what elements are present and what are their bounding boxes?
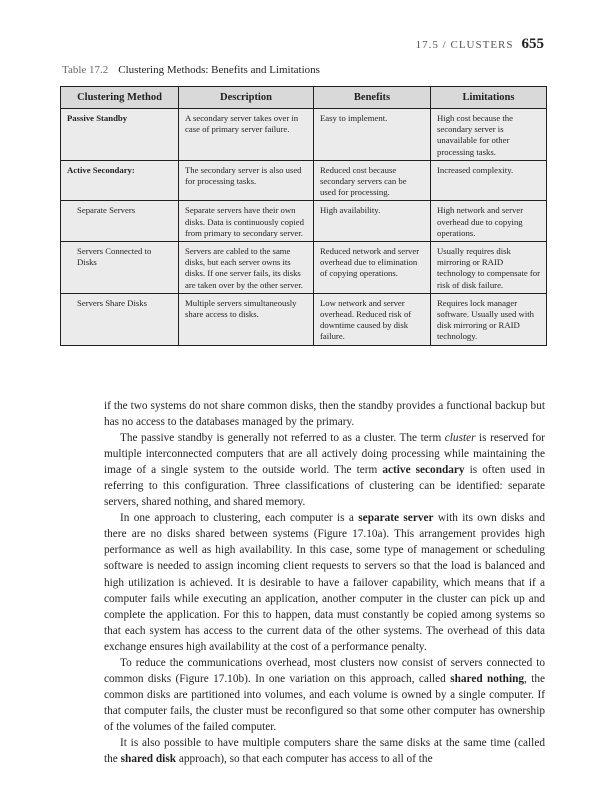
table-cell: The secondary server is also used for processing tasks. xyxy=(179,160,314,201)
term-shared-nothing: shared nothing xyxy=(450,672,525,685)
column-header: Benefits xyxy=(314,87,431,109)
table-cell: Separate Servers xyxy=(61,201,179,242)
table-cell: Passive Standby xyxy=(61,109,179,161)
section-title: 17.5 / CLUSTERS xyxy=(415,39,514,51)
table-cell: Increased complexity. xyxy=(431,160,547,201)
table-cell: High network and server overhead due to copying operations. xyxy=(431,201,547,242)
table-cell: Low network and server overhead. Reduced risk of downtime caused by disk failure. xyxy=(314,293,431,345)
table-cell: Servers are cabled to the same disks, but each server owns its disks. If one server fails, its disks are taken over by the other server. xyxy=(179,242,314,294)
table-cell: Separate servers have their own disks. Data is continuously copied from primary to secondary server. xyxy=(179,201,314,242)
table-cell: Reduced network and server overhead due to elimination of copying operations. xyxy=(314,242,431,294)
paragraph: To reduce the communications overhead, most clusters now consist of servers connected to common disks (Figure 17.10b). In one variation on this approach, called shared nothing, the common disks are partitioned into volumes, and each volume is owned by a single computer. If that computer fails, the cluster must be reconfigured so that some other computer has ownership of the volumes of the failed computer. xyxy=(104,656,546,733)
table-label: Table 17.2 xyxy=(62,64,109,76)
term-cluster: cluster xyxy=(444,432,476,445)
table-cell: Easy to implement. xyxy=(314,109,431,161)
table-row xyxy=(61,160,547,201)
paragraph: In one approach to clustering, each computer is a separate server with its own disks and there are no disks shared between systems (Figure 17.10a). This arrangement provides high performance as well as high availability. In this case, some type of management or scheduling software is needed to assign incoming client requests to servers so that the load is balanced and high utilization is achieved. It is desirable to have a failover capability, which means that if a computer fails while executing an application, another computer in the cluster can pick up and complete the application. For this to happen, data must constantly be copied among systems so that each system has access to the current data of the other systems. The overhead of this data exchange ensures high availability at the cost of a performance penalty. xyxy=(104,512,545,653)
table-cell: A secondary server takes over in case of primary server failure. xyxy=(179,109,314,161)
table-cell: High availability. xyxy=(314,201,431,242)
table-cell: Servers Share Disks xyxy=(61,293,179,345)
table-caption xyxy=(62,64,320,76)
table-cell: Reduced cost because secondary servers can be used for processing. xyxy=(314,160,431,201)
table-cell: Requires lock manager software. Usually used with disk mirroring or RAID technology. xyxy=(431,293,547,345)
table-row xyxy=(61,242,547,294)
table-row xyxy=(61,201,547,242)
table-cell: High cost because the secondary server is unavailable for other processing tasks. xyxy=(431,109,547,161)
body-text xyxy=(104,398,545,767)
column-header: Limitations xyxy=(431,87,547,109)
table-cell: Servers Connected to Disks xyxy=(61,242,179,294)
running-head xyxy=(416,36,544,53)
table-row xyxy=(61,293,547,345)
table-title: Clustering Methods: Benefits and Limitations xyxy=(118,64,320,76)
paragraph: if the two systems do not share common disks, then the standby provides a functional backup but has no access to the databases managed by the primary. xyxy=(104,400,545,429)
table-header-row xyxy=(61,87,547,109)
column-header: Clustering Method xyxy=(61,87,179,109)
page-number: 655 xyxy=(521,36,544,52)
paragraph: It is also possible to have multiple computers share the same disks at the same time (called the shared disk approach), so that each computer has access to all of the xyxy=(104,736,545,766)
term-active-secondary: active secondary xyxy=(382,464,465,477)
clustering-methods-table xyxy=(60,86,547,346)
table-row xyxy=(61,109,547,161)
term-separate-server: separate server xyxy=(358,512,434,525)
term-shared-disk: shared disk xyxy=(120,753,176,766)
column-header: Description xyxy=(179,87,314,109)
table-cell: Multiple servers simultaneously share access to disks. xyxy=(179,293,314,345)
table-cell: Usually requires disk mirroring or RAID technology to compensate for risk of disk failure. xyxy=(431,242,547,294)
table-cell: Active Secondary: xyxy=(61,160,179,201)
paragraph: The passive standby is generally not referred to as a cluster. The term cluster is reserved for multiple interconnected computers that are all actively doing processing while maintaining the image of a single system to the outside world. The term active secondary is often used in referring to this configuration. Three classifications of clustering can be identified: separate servers, shared nothing, and shared memory. xyxy=(104,432,546,509)
